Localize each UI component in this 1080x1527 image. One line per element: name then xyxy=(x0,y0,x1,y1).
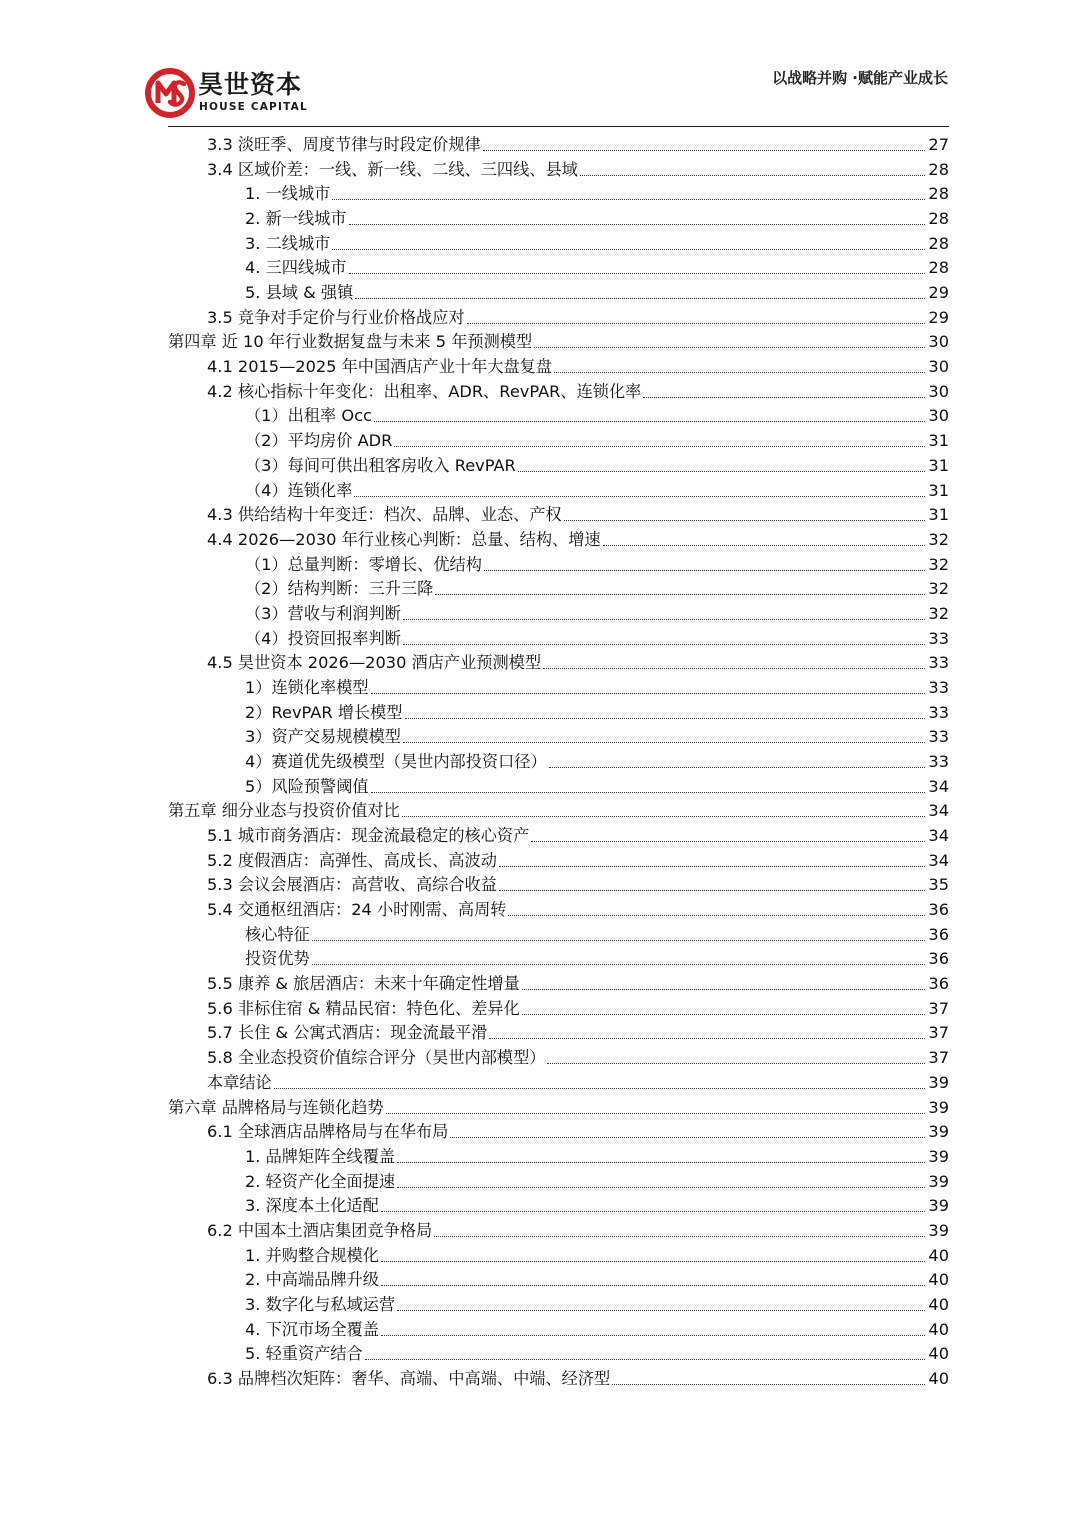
toc-dot-leader xyxy=(374,421,925,422)
toc-entry-title: 4.2 核心指标十年变化：出租率、ADR、RevPAR、连锁化率 xyxy=(207,381,642,401)
toc-entry[interactable] xyxy=(168,329,949,353)
toc-entry-title: 5.8 全业态投资价值综合评分（昊世内部模型） xyxy=(207,1048,546,1068)
toc-dot-leader xyxy=(643,397,925,398)
toc-entry-title: 3）资产交易规模模型 xyxy=(245,727,401,747)
toc-page-number: 36 xyxy=(928,949,949,969)
toc-dot-leader xyxy=(489,1038,925,1039)
toc-dot-leader xyxy=(434,1236,925,1237)
toc-entry-title: （4）连锁化率 xyxy=(245,480,353,500)
toc-dot-leader xyxy=(543,668,925,669)
toc-entry-title: 3. 深度本土化适配 xyxy=(245,1196,379,1216)
toc-dot-leader xyxy=(312,940,926,941)
toc-entry-title: 1）连锁化率模型 xyxy=(245,677,369,697)
toc-entry[interactable] xyxy=(207,132,949,156)
toc-page-number: 37 xyxy=(928,1023,949,1043)
toc-dot-leader xyxy=(386,1113,926,1114)
toc-entry[interactable] xyxy=(245,1169,949,1193)
toc-entry[interactable] xyxy=(245,231,949,255)
toc-dot-leader xyxy=(312,964,926,965)
toc-page-number: 39 xyxy=(928,1122,949,1142)
toc-dot-leader xyxy=(349,273,926,274)
toc-dot-leader xyxy=(355,298,925,299)
toc-page-number: 32 xyxy=(928,529,949,549)
toc-entry-title: （1）总量判断：零增长、优结构 xyxy=(245,554,482,574)
toc-entry[interactable] xyxy=(207,527,949,551)
toc-entry-title: （2）结构判断：三升三降 xyxy=(245,579,434,599)
toc-dot-leader xyxy=(522,1014,926,1015)
toc-entry-title: 5.2 度假酒店：高弹性、高成长、高波动 xyxy=(207,850,497,870)
logo-english-name: HOUSE CAPITAL xyxy=(199,101,308,113)
toc-entry-title: 1. 品牌矩阵全线覆盖 xyxy=(245,1146,396,1166)
toc-entry[interactable] xyxy=(207,354,949,378)
toc-page-number: 34 xyxy=(928,850,949,870)
toc-entry-title: 核心特征 xyxy=(245,924,310,944)
toc-dot-leader xyxy=(499,866,926,867)
toc-page-number: 34 xyxy=(928,776,949,796)
toc-dot-leader xyxy=(397,1310,925,1311)
toc-dot-leader xyxy=(403,644,925,645)
toc-entry[interactable] xyxy=(207,305,949,329)
toc-dot-leader xyxy=(531,841,925,842)
house-capital-logo xyxy=(145,68,315,120)
toc-entry[interactable] xyxy=(207,379,949,403)
toc-page-number: 31 xyxy=(928,431,949,451)
toc-dot-leader xyxy=(332,249,925,250)
toc-entry-title: 5.7 长住 & 公寓式酒店：现金流最平滑 xyxy=(207,1023,488,1043)
toc-dot-leader xyxy=(612,1384,925,1385)
toc-entry-title: 4. 下沉市场全覆盖 xyxy=(245,1319,379,1339)
toc-entry-title: 2）RevPAR 增长模型 xyxy=(245,702,403,722)
toc-dot-leader xyxy=(564,520,926,521)
toc-entry-title: 1. 一线城市 xyxy=(245,184,331,204)
toc-entry-title: 3.3 淡旺季、周度节律与时段定价规律 xyxy=(207,135,481,154)
toc-dot-leader xyxy=(371,693,926,694)
toc-page-number: 27 xyxy=(928,135,949,154)
toc-page-number: 40 xyxy=(928,1344,949,1364)
toc-entry-title: （3）每间可供出租客房收入 RevPAR xyxy=(245,455,516,475)
toc-entry-title: 5.4 交通枢纽酒店：24 小时刚需、高周转 xyxy=(207,900,507,920)
toc-entry[interactable] xyxy=(245,626,949,650)
toc-page-number: 30 xyxy=(928,406,949,426)
toc-dot-leader xyxy=(365,1359,926,1360)
toc-entry-title: 3.5 竞争对手定价与行业价格战应对 xyxy=(207,307,465,327)
toc-dot-leader xyxy=(499,890,926,891)
toc-entry-title: （4）投资回报率判断 xyxy=(245,628,401,648)
toc-entry[interactable] xyxy=(245,403,949,427)
toc-page-number: 33 xyxy=(928,628,949,648)
toc-entry[interactable] xyxy=(245,724,949,748)
toc-entry-title: 2. 中高端品牌升级 xyxy=(245,1270,379,1290)
toc-entry[interactable] xyxy=(245,428,949,452)
toc-page-number: 37 xyxy=(928,1048,949,1068)
toc-entry[interactable] xyxy=(245,749,949,773)
toc-page-number: 40 xyxy=(928,1369,949,1388)
toc-entry[interactable] xyxy=(245,206,949,230)
toc-entry-title: 4. 三四线城市 xyxy=(245,258,347,278)
toc-dot-leader xyxy=(274,1088,926,1089)
toc-entry-title: 6.2 中国本土酒店集团竞争格局 xyxy=(207,1220,433,1240)
toc-page-number: 39 xyxy=(928,1097,949,1117)
toc-page-number: 34 xyxy=(928,826,949,846)
toc-entry[interactable] xyxy=(245,700,949,724)
toc-entry[interactable] xyxy=(207,1119,949,1143)
toc-entry-title: 5.5 康养 & 旅居酒店：未来十年确定性增量 xyxy=(207,974,520,994)
toc-page-number: 36 xyxy=(928,924,949,944)
toc-dot-leader xyxy=(349,224,926,225)
toc-dot-leader xyxy=(381,1335,925,1336)
toc-dot-leader xyxy=(332,199,925,200)
toc-dot-leader xyxy=(397,1162,925,1163)
house-capital-logo-icon xyxy=(145,68,195,118)
toc-entry-title: 本章结论 xyxy=(207,1072,272,1092)
toc-entry[interactable] xyxy=(245,181,949,205)
toc-entry[interactable] xyxy=(245,946,949,970)
header-divider xyxy=(168,126,949,127)
toc-dot-leader xyxy=(518,471,926,472)
toc-entry-title: 4）赛道优先级模型（昊世内部投资口径） xyxy=(245,752,547,771)
toc-page-number: 31 xyxy=(928,455,949,475)
page-header xyxy=(0,0,1080,125)
toc-page-number: 32 xyxy=(928,554,949,574)
toc-dot-leader xyxy=(603,545,926,546)
toc-entry-title: 5. 轻重资产结合 xyxy=(245,1344,363,1364)
toc-dot-leader xyxy=(522,989,926,990)
toc-page-number: 33 xyxy=(928,653,949,673)
toc-page-number: 34 xyxy=(928,801,949,821)
toc-entry-title: 投资优势 xyxy=(245,949,310,969)
toc-page-number: 29 xyxy=(928,283,949,303)
toc-entry[interactable] xyxy=(207,872,949,896)
toc-dot-leader xyxy=(580,175,926,176)
toc-entry-title: 5.6 非标住宿 & 精品民宿：特色化、差异化 xyxy=(207,998,520,1018)
toc-entry[interactable] xyxy=(245,1243,949,1267)
toc-dot-leader xyxy=(467,323,926,324)
toc-entry[interactable] xyxy=(207,650,949,674)
toc-page-number: 28 xyxy=(928,209,949,229)
toc-entry[interactable] xyxy=(207,1045,949,1069)
toc-entry[interactable] xyxy=(245,601,949,625)
toc-page-number: 40 xyxy=(928,1294,949,1314)
toc-entry[interactable] xyxy=(207,823,949,847)
toc-entry[interactable] xyxy=(245,552,949,576)
toc-dot-leader xyxy=(381,1261,925,1262)
toc-entry-title: 第四章 近 10 年行业数据复盘与未来 5 年预测模型 xyxy=(168,332,533,352)
toc-entry-title: （3）营收与利润判断 xyxy=(245,603,401,623)
toc-entry[interactable] xyxy=(245,1292,949,1316)
toc-entry[interactable] xyxy=(207,1366,949,1390)
toc-dot-leader xyxy=(549,767,926,768)
toc-page-number: 39 xyxy=(928,1146,949,1166)
toc-page-number: 29 xyxy=(928,307,949,327)
toc-page-number: 33 xyxy=(928,702,949,722)
toc-dot-leader xyxy=(483,150,926,151)
toc-page-number: 33 xyxy=(928,727,949,747)
toc-page-number: 31 xyxy=(928,505,949,525)
toc-entry[interactable] xyxy=(245,255,949,279)
toc-entry[interactable] xyxy=(245,478,949,502)
toc-dot-leader xyxy=(397,1187,925,1188)
toc-entry-title: 4.3 供给结构十年变迁：档次、品牌、业态、产权 xyxy=(207,505,562,525)
toc-dot-leader xyxy=(381,1211,925,1212)
toc-dot-leader xyxy=(450,1137,925,1138)
toc-entry[interactable] xyxy=(245,1144,949,1168)
header-slogan: 以战略并购 ·赋能产业成长 xyxy=(772,69,948,87)
toc-entry[interactable] xyxy=(207,996,949,1020)
toc-page-number: 39 xyxy=(928,1196,949,1216)
toc-entry[interactable] xyxy=(245,922,949,946)
toc-dot-leader xyxy=(403,619,925,620)
toc-entry-title: 5）风险预警阈值 xyxy=(245,776,369,796)
toc-dot-leader xyxy=(354,496,925,497)
toc-entry[interactable] xyxy=(245,675,949,699)
toc-page-number: 28 xyxy=(928,233,949,253)
toc-dot-leader xyxy=(435,594,925,595)
toc-page-number: 40 xyxy=(928,1245,949,1265)
toc-page-number: 36 xyxy=(928,974,949,994)
toc-entry-title: 第五章 细分业态与投资价值对比 xyxy=(168,801,400,821)
toc-entry[interactable] xyxy=(245,453,949,477)
toc-entry[interactable] xyxy=(168,1095,949,1119)
toc-entry-title: 第六章 品牌格局与连锁化趋势 xyxy=(168,1097,384,1117)
toc-entry-title: （1）出租率 Occ xyxy=(245,406,372,426)
toc-entry-title: 3.4 区域价差：一线、新一线、二线、三四线、县域 xyxy=(207,159,578,179)
toc-entry[interactable] xyxy=(245,1267,949,1291)
toc-dot-leader xyxy=(403,742,925,743)
toc-page-number: 31 xyxy=(928,480,949,500)
toc-entry-title: 3. 二线城市 xyxy=(245,233,331,253)
toc-entry-title: 4.1 2015—2025 年中国酒店产业十年大盘复盘 xyxy=(207,357,553,377)
toc-page-number: 30 xyxy=(928,381,949,401)
toc-page-number: 32 xyxy=(928,579,949,599)
toc-entry[interactable] xyxy=(207,1218,949,1242)
toc-entry[interactable] xyxy=(245,1193,949,1217)
toc-entry[interactable] xyxy=(245,1341,949,1365)
toc-entry[interactable] xyxy=(168,798,949,822)
toc-page-number: 30 xyxy=(928,357,949,377)
toc-page-number: 40 xyxy=(928,1270,949,1290)
toc-dot-leader xyxy=(394,446,925,447)
toc-dot-leader xyxy=(484,570,925,571)
toc-entry[interactable] xyxy=(207,502,949,526)
toc-page-number: 33 xyxy=(928,752,949,771)
toc-page-number: 28 xyxy=(928,258,949,278)
toc-entry-title: 1. 并购整合规模化 xyxy=(245,1245,379,1265)
toc-page-number: 35 xyxy=(928,875,949,895)
toc-dot-leader xyxy=(508,915,925,916)
toc-entry[interactable] xyxy=(207,1070,949,1094)
toc-page-number: 32 xyxy=(928,603,949,623)
toc-page-number: 40 xyxy=(928,1319,949,1339)
toc-page-number: 28 xyxy=(928,159,949,179)
toc-page-number: 39 xyxy=(928,1171,949,1191)
toc-entry-title: 6.1 全球酒店品牌格局与在华布局 xyxy=(207,1122,449,1142)
toc-dot-leader xyxy=(381,1285,925,1286)
toc-entry[interactable] xyxy=(245,1317,949,1341)
toc-page-number: 37 xyxy=(928,998,949,1018)
toc-entry[interactable] xyxy=(207,848,949,872)
toc-entry[interactable] xyxy=(245,576,949,600)
toc-entry[interactable] xyxy=(207,157,949,181)
toc-dot-leader xyxy=(547,1063,925,1064)
toc-page-number: 36 xyxy=(928,900,949,920)
toc-entry-title: 5. 县域 & 强镇 xyxy=(245,283,354,303)
toc-page-number: 30 xyxy=(928,332,949,352)
toc-dot-leader xyxy=(402,816,926,817)
toc-entry-title: 5.3 会议会展酒店：高营收、高综合收益 xyxy=(207,875,497,895)
toc-entry-title: 2. 新一线城市 xyxy=(245,209,347,229)
toc-entry-title: 5.1 城市商务酒店：现金流最稳定的核心资产 xyxy=(207,826,530,846)
toc-entry-title: 2. 轻资产化全面提速 xyxy=(245,1171,396,1191)
toc-entry-title: 3. 数字化与私域运营 xyxy=(245,1294,396,1314)
toc-entry[interactable] xyxy=(207,897,949,921)
toc-entry-title: 4.4 2026—2030 年行业核心判断：总量、结构、增速 xyxy=(207,529,601,549)
toc-entry[interactable] xyxy=(207,1020,949,1044)
toc-page-number: 33 xyxy=(928,677,949,697)
toc-dot-leader xyxy=(534,347,925,348)
toc-dot-leader xyxy=(371,792,926,793)
toc-dot-leader xyxy=(554,372,925,373)
toc-entry-title: 4.5 昊世资本 2026—2030 酒店产业预测模型 xyxy=(207,653,542,673)
toc-entry[interactable] xyxy=(245,774,949,798)
toc-entry[interactable] xyxy=(207,971,949,995)
toc-entry[interactable] xyxy=(245,280,949,304)
logo-chinese-name: 昊世资本 xyxy=(198,70,303,99)
toc-page-number: 39 xyxy=(928,1072,949,1092)
toc-entry-title: （2）平均房价 ADR xyxy=(245,431,393,451)
toc-dot-leader xyxy=(405,718,926,719)
toc-page-number: 39 xyxy=(928,1220,949,1240)
toc-page-number: 28 xyxy=(928,184,949,204)
toc-entry-title: 6.3 品牌档次矩阵：奢华、高端、中高端、中端、经济型 xyxy=(207,1369,611,1388)
